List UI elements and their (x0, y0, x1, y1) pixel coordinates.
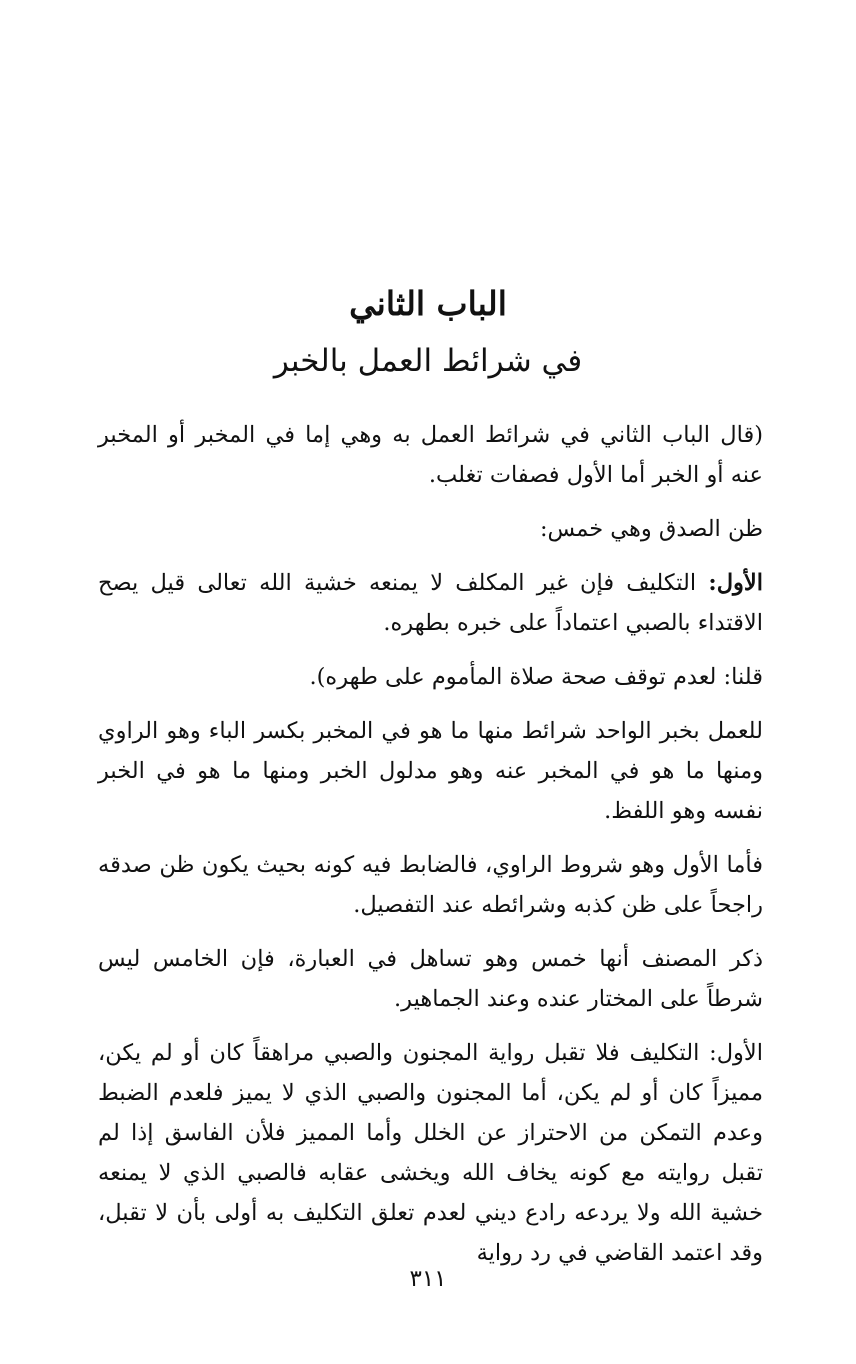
paragraph-conditions-count (98, 509, 763, 549)
paragraph-response (98, 657, 763, 697)
chapter-subtitle: في شرائط العمل بالخبر (273, 343, 583, 379)
paragraph-text: التكليف فإن غير المكلف لا يمنعه خشية الله تعالى قيل يصح الاقتداء بالصبي اعتماداً على خبره بطهره. (98, 570, 763, 636)
chapter-title: الباب الثاني (349, 284, 507, 323)
paragraph-text: قلنا: لعدم توقف صحة صلاة المأموم على طهره). (309, 664, 763, 690)
paragraph-quote-opening (98, 415, 763, 495)
paragraph-text: ظن الصدق وهي خمس: (539, 516, 763, 542)
paragraph-text: ذكر المصنف أنها خمس وهو تساهل في العبارة، فإن الخامس ليس شرطاً على المختار عنده وعند الجماهير. (98, 946, 763, 1012)
paragraph-commentary-author (98, 939, 763, 1019)
paragraph-text: الأول: التكليف فلا تقبل رواية المجنون والصبي مراهقاً كان أو لم يكن، مميزاً كان أو لم يكن، أما المجنون والصبي الذي لا يميز فلعدم الضبط وعدم التمكن من الاحتراز عن الخلل وأما المميز فلأن الفاسق إذا لم تقبل روايته مع كونه يخاف الله ويخشى عقابه فالصبي الذي لا يمنعه خشية الله ولا يردعه رادع ديني لعدم تعلق التكليف به أولى بأن لا تقبل، وقد اعتمد القاضي في رد رواية (98, 1040, 763, 1266)
paragraph-commentary-obligation (98, 1033, 763, 1273)
body-text (98, 415, 763, 1287)
paragraph-first-condition (98, 563, 763, 643)
paragraph-commentary-conditions (98, 711, 763, 831)
paragraph-text: (قال الباب الثاني في شرائط العمل به وهي إما في المخبر أو المخبر عنه أو الخبر أما الأول فصفات تغلب. (98, 422, 763, 488)
paragraph-text: للعمل بخبر الواحد شرائط منها ما هو في المخبر بكسر الباء وهو الراوي ومنها ما هو في المخبر عنه وهو مدلول الخبر ومنها ما هو في الخبر نفسه وهو اللفظ. (98, 718, 763, 824)
page-number: ٣١١ (409, 1266, 447, 1292)
paragraph-text: فأما الأول وهو شروط الراوي، فالضابط فيه كونه بحيث يكون ظن صدقه راجحاً على ظن كذبه وشرائطه عند التفصيل. (98, 852, 763, 918)
paragraph-commentary-narrator (98, 845, 763, 925)
paragraph-lead-word: الأول: (708, 570, 763, 596)
